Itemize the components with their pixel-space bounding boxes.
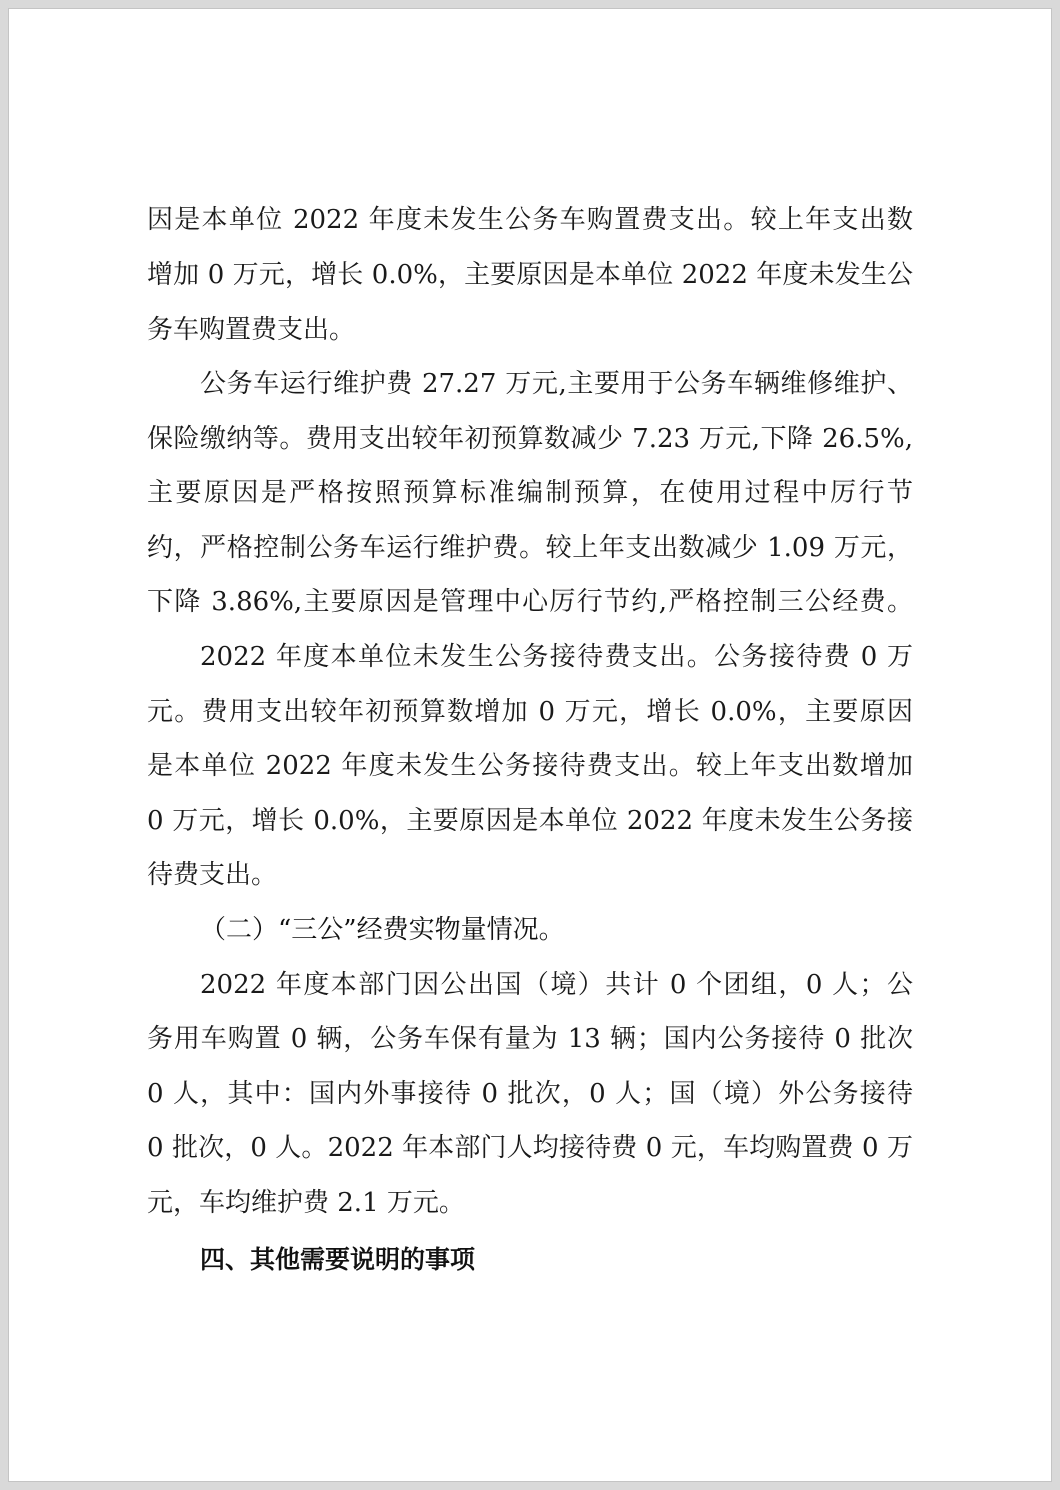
subheading: （二）“三公”经费实物量情况。 — [200, 915, 565, 945]
paragraph-line: 0 批次，0 人。2022 年本部门人均接待费 0 元，车均购置费 0 万 — [147, 1133, 913, 1163]
paragraph-line: 保险缴纳等。费用支出较年初预算数减少 7.23 万元,下降 26.5%, — [147, 424, 913, 454]
paragraph-line: 主要原因是严格按照预算标准编制预算，在使用过程中厉行节 — [147, 478, 913, 508]
paragraph-line: 0 人，其中：国内外事接待 0 批次，0 人；国（境）外公务接待 — [147, 1079, 913, 1109]
paragraph-line: 是本单位 2022 年度未发生公务接待费支出。较上年支出数增加 — [147, 751, 913, 781]
paragraph-line: 约，严格控制公务车运行维护费。较上年支出数减少 1.09 万元， — [147, 533, 913, 563]
paragraph-line: 下降 3.86%,主要原因是管理中心厉行节约,严格控制三公经费。 — [147, 587, 913, 617]
paragraph-line: 务用车购置 0 辆，公务车保有量为 13 辆；国内公务接待 0 批次 — [147, 1024, 913, 1054]
paragraph-line: 元。费用支出较年初预算数增加 0 万元，增长 0.0%，主要原因 — [147, 697, 913, 727]
section-heading: 四、其他需要说明的事项 — [200, 1245, 476, 1274]
paragraph-line: 待费支出。 — [147, 860, 278, 890]
paragraph-line: 2022 年度本单位未发生公务接待费支出。公务接待费 0 万 — [200, 642, 913, 672]
paragraph-line: 增加 0 万元，增长 0.0%，主要原因是本单位 2022 年度未发生公 — [147, 260, 913, 290]
paragraph-line: 元，车均维护费 2.1 万元。 — [147, 1188, 465, 1218]
paragraph-line: 2022 年度本部门因公出国（境）共计 0 个团组，0 人；公 — [200, 970, 913, 1000]
paragraph-line: 公务车运行维护费 27.27 万元,主要用于公务车辆维修维护、 — [200, 369, 913, 399]
paragraph-line: 0 万元，增长 0.0%，主要原因是本单位 2022 年度未发生公务接 — [147, 806, 913, 836]
paragraph-line: 因是本单位 2022 年度未发生公务车购置费支出。较上年支出数 — [147, 205, 913, 235]
paragraph-line: 务车购置费支出。 — [147, 315, 356, 345]
